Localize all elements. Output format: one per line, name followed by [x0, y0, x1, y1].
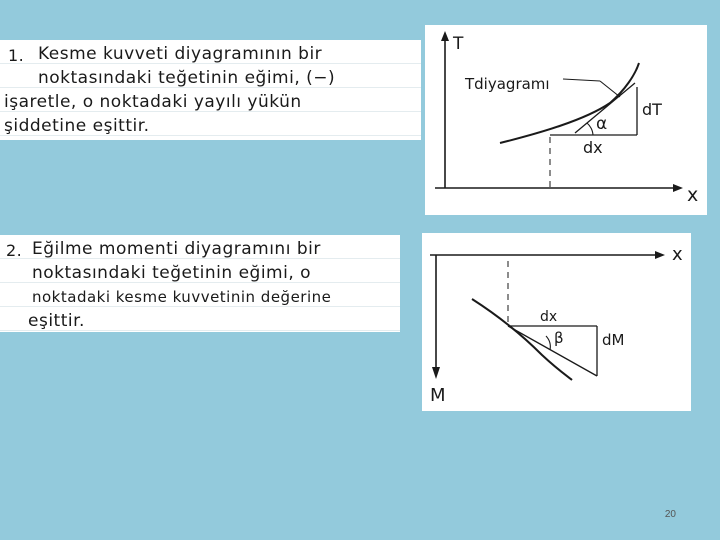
- x-axis-arrow: [673, 184, 683, 192]
- x-axis-label: x: [672, 244, 683, 265]
- note-2-panel: [0, 235, 400, 332]
- note-2-line-2: noktasındaki teğetinin eğimi, o: [32, 263, 312, 283]
- note-1-line-4: şiddetine eşittir.: [4, 116, 150, 136]
- moment-diagram-panel: [422, 233, 691, 411]
- page-number: 20: [664, 509, 676, 520]
- t-axis-arrow: [441, 31, 449, 41]
- shear-diagram: [425, 25, 707, 215]
- m-axis-arrow: [432, 367, 440, 379]
- shear-diagram-panel: [425, 25, 707, 215]
- t-axis-label: T: [453, 34, 464, 54]
- curve-label: Tdiyagramı: [465, 75, 550, 93]
- note-2-number: 2.: [6, 241, 23, 260]
- run-label: dx: [540, 309, 558, 325]
- note-1-panel: [0, 40, 421, 140]
- note-2-line-3: noktadaki kesme kuvvetinin değerine: [32, 288, 332, 306]
- note-1-line-3: işaretle, o noktadaki yayılı yükün: [4, 92, 302, 112]
- x-axis-arrow: [655, 251, 665, 259]
- moment-diagram: [422, 233, 691, 411]
- run-label: dx: [583, 138, 603, 157]
- angle-arc: [587, 123, 593, 135]
- angle-label: α: [596, 114, 608, 134]
- note-2-line-4: eşittir.: [28, 311, 85, 331]
- curve-label-leader: [563, 79, 600, 81]
- m-axis-label: M: [430, 385, 446, 406]
- tangent-line: [508, 326, 597, 376]
- angle-label: β: [554, 329, 564, 347]
- note-1-number: 1.: [8, 46, 25, 65]
- curve-label-leader-2: [600, 81, 620, 97]
- x-axis-label: x: [687, 184, 699, 206]
- rise-label: dM: [602, 331, 625, 349]
- note-1-line-2: noktasındaki teğetinin eğimi, (−): [38, 68, 336, 88]
- note-2-line-1: Eğilme momenti diyagramını bir: [32, 239, 321, 259]
- rise-label: dT: [642, 100, 662, 119]
- note-1-line-1: Kesme kuvveti diyagramının bir: [38, 44, 323, 64]
